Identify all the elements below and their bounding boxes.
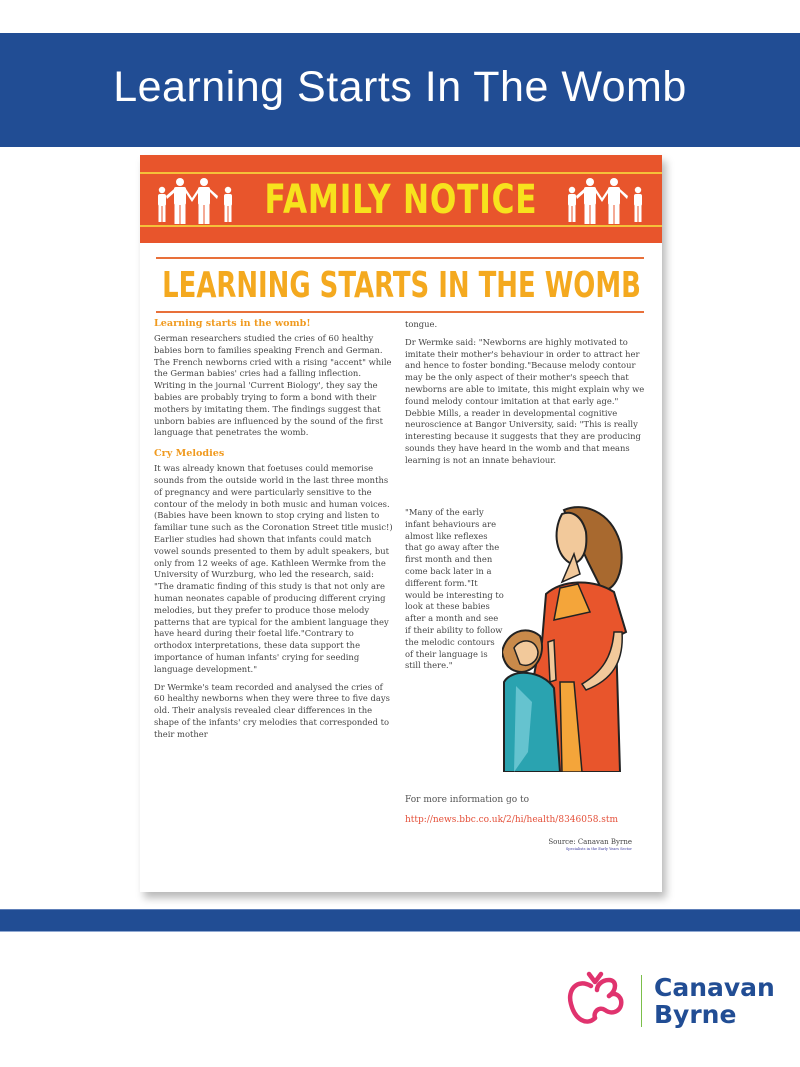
more-info-label: For more information go to <box>405 795 530 805</box>
canavan-byrne-logo <box>565 968 785 1034</box>
notice-header-title: FAMILY NOTICE <box>264 176 538 223</box>
more-info-link[interactable]: http://news.bbc.co.uk/2/hi/health/8346058.stm <box>405 815 619 825</box>
butterfly-apple-icon <box>565 970 627 1032</box>
family-notice-sheet <box>140 155 662 892</box>
article-right-column <box>405 319 651 473</box>
family-icon <box>564 176 648 224</box>
paragraph: German researchers studied the cries of 60 healthy babies born to families speaking French and German. The French newborns cried with a rising "accent" while the German babies' cries had a falling inflection. Writing in the journal 'Current Biology', they say the babies are probably trying to form a bond with their mothers by imitating them. The findings suggest that unborn babies are influenced by the sound of the first language that penetrates the womb. <box>154 333 392 438</box>
section-heading: Learning starts in the womb! <box>154 318 311 329</box>
logo-line-1: Canavan <box>654 973 775 1002</box>
family-icon <box>154 176 238 224</box>
article-left-column <box>154 317 394 747</box>
article-headline <box>140 259 662 311</box>
more-info <box>405 795 655 825</box>
pregnant-mother-child-illustration <box>502 502 634 772</box>
paragraph: Dr Wermke's team recorded and analysed the cries of 60 healthy newborns when they were three to five days old. Their analysis revealed clear differences in the shape of the infants' cry melodies that corresponded to their mother <box>154 681 390 739</box>
family-notice-header <box>140 155 662 243</box>
quote-paragraph: "Many of the early infant behaviours are almost like reflexes that go away after the first month and then come back later in a different form."It would be interesting to look at these babies after a month and see if their ability to follow the melodic contours of their language is still there." <box>405 507 504 671</box>
bottom-band <box>0 909 800 932</box>
divider <box>156 311 644 313</box>
logo-divider <box>641 975 642 1027</box>
paragraph: Dr Wermke said: "Newborns are highly motivated to imitate their mother's behaviour in order to attract her and hence to foster bonding."Because melody contour may be the only aspect of their mother's speech that newborns are able to imitate, this might explain why we found melody contour imitation at that early age." Debbie Mills, a reader in developmental cognitive neuroscience at Bangor University, said: "This is really interesting because it suggests that they are producing sounds they have heard in the womb and that means learning is not an innate behaviour. <box>405 336 645 465</box>
top-banner <box>0 33 800 147</box>
paragraph: It was already known that foetuses could memorise sounds from the outside world in the last three months of pregnancy and were particularly sensitive to the contour of the melody in both music and human voices. (Babies have been known to stop crying and listen to familiar tune such as the Coronation Street title music!) Earlier studies had shown that infants could match vowel sounds presented to them by adult speakers, but only from 12 weeks of age. Kathleen Wermke from the University of Wurzburg, who led the research, said: "The dramatic finding of this study is that not only are human neonates capable of producing different crying melodies, but they prefer to produce those melody patterns that are typical for the ambient language they have heard during their foetal life."Contrary to orthodox interpretations, these data support the importance of human infants' crying for seeding language development." <box>154 463 393 674</box>
source-tagline: Specialists in the Early Years Sector <box>565 847 632 851</box>
logo-line-2: Byrne <box>654 1000 737 1029</box>
article-headline-text: LEARNING STARTS IN THE WOMB <box>161 264 641 306</box>
page-title: Learning Starts In The Womb <box>113 62 687 111</box>
source-line: Source: Canavan Byrne <box>548 838 632 846</box>
logo-wordmark <box>654 974 775 1028</box>
paragraph: tongue. <box>405 319 438 329</box>
source-credit <box>548 838 632 851</box>
section-heading: Cry Melodies <box>154 448 225 460</box>
